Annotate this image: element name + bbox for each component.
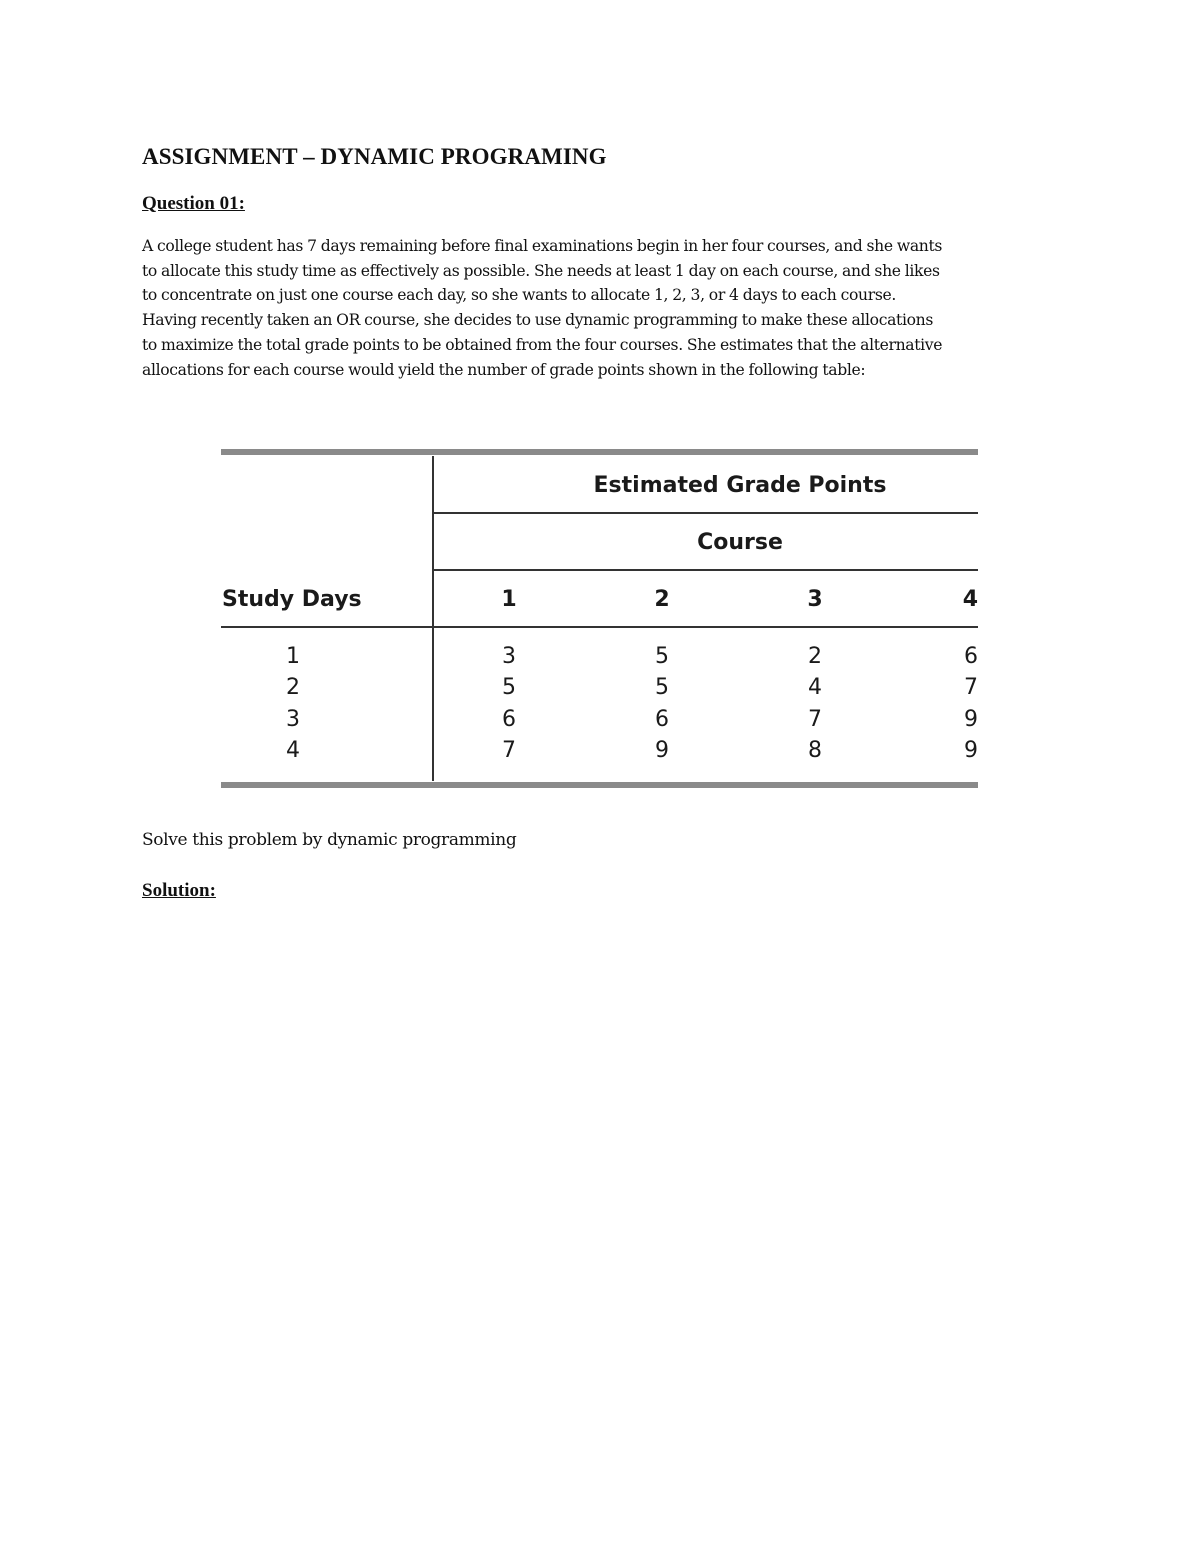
study-days-cell: 2 xyxy=(286,675,300,700)
question-paragraph xyxy=(142,234,1072,382)
paragraph-line: A college student has 7 days remaining before final examinations begin in her four courses, and she wants xyxy=(142,237,943,255)
table-cell: 9 xyxy=(964,707,978,732)
table-rule-group xyxy=(432,512,978,514)
paragraph-line: to maximize the total grade points to be obtained from the four courses. She estimates that the alternative xyxy=(142,335,943,354)
table-cell: 7 xyxy=(808,707,822,732)
table-cell: 6 xyxy=(655,707,669,732)
page-title: ASSIGNMENT – DYNAMIC PROGRAMING xyxy=(142,144,607,169)
table-cell: 6 xyxy=(964,644,978,669)
table-cell: 3 xyxy=(502,644,516,669)
study-days-header: Study Days xyxy=(222,587,362,612)
group-header: Estimated Grade Points xyxy=(593,473,887,498)
table-rule-course xyxy=(432,569,978,571)
table-cell: 7 xyxy=(502,738,516,763)
table-cell: 6 xyxy=(502,707,516,732)
table-cell: 9 xyxy=(964,738,978,763)
paragraph-line: to allocate this study time as effectively as possible. She needs at least 1 day on each course, and she likes xyxy=(142,261,940,280)
table-cell: 5 xyxy=(502,675,516,700)
table-rule-header xyxy=(221,626,978,628)
table-cell: 2 xyxy=(808,644,822,669)
paragraph-line: allocations for each course would yield the number of grade points shown in the following table: xyxy=(142,360,866,379)
table-cell: 9 xyxy=(655,738,669,763)
course-header: Course xyxy=(697,530,783,555)
question-heading: Question 01: xyxy=(142,193,245,214)
course-label: 1 xyxy=(501,587,517,612)
course-label: 4 xyxy=(962,587,978,612)
course-label: 2 xyxy=(654,587,670,612)
table-cell: 7 xyxy=(964,675,978,700)
table-top-rule xyxy=(221,449,978,455)
grade-points-table xyxy=(221,449,978,788)
solution-heading: Solution: xyxy=(142,880,216,901)
study-days-cell: 3 xyxy=(286,707,300,732)
table-cell: 4 xyxy=(808,675,822,700)
paragraph-line: to concentrate on just one course each day, so she wants to allocate 1, 2, 3, or 4 days to each course. xyxy=(142,286,896,305)
table-cell: 8 xyxy=(808,738,822,763)
paragraph-line: Having recently taken an OR course, she decides to use dynamic programming to make these allocations xyxy=(142,311,933,330)
table-cell: 5 xyxy=(655,644,669,669)
course-label: 3 xyxy=(807,587,823,612)
study-days-cell: 1 xyxy=(286,644,300,669)
table-vertical-divider xyxy=(432,456,434,781)
table-bottom-rule xyxy=(221,782,978,788)
solve-instruction: Solve this problem by dynamic programming xyxy=(142,830,517,850)
table-cell: 5 xyxy=(655,675,669,700)
study-days-cell: 4 xyxy=(286,738,300,763)
